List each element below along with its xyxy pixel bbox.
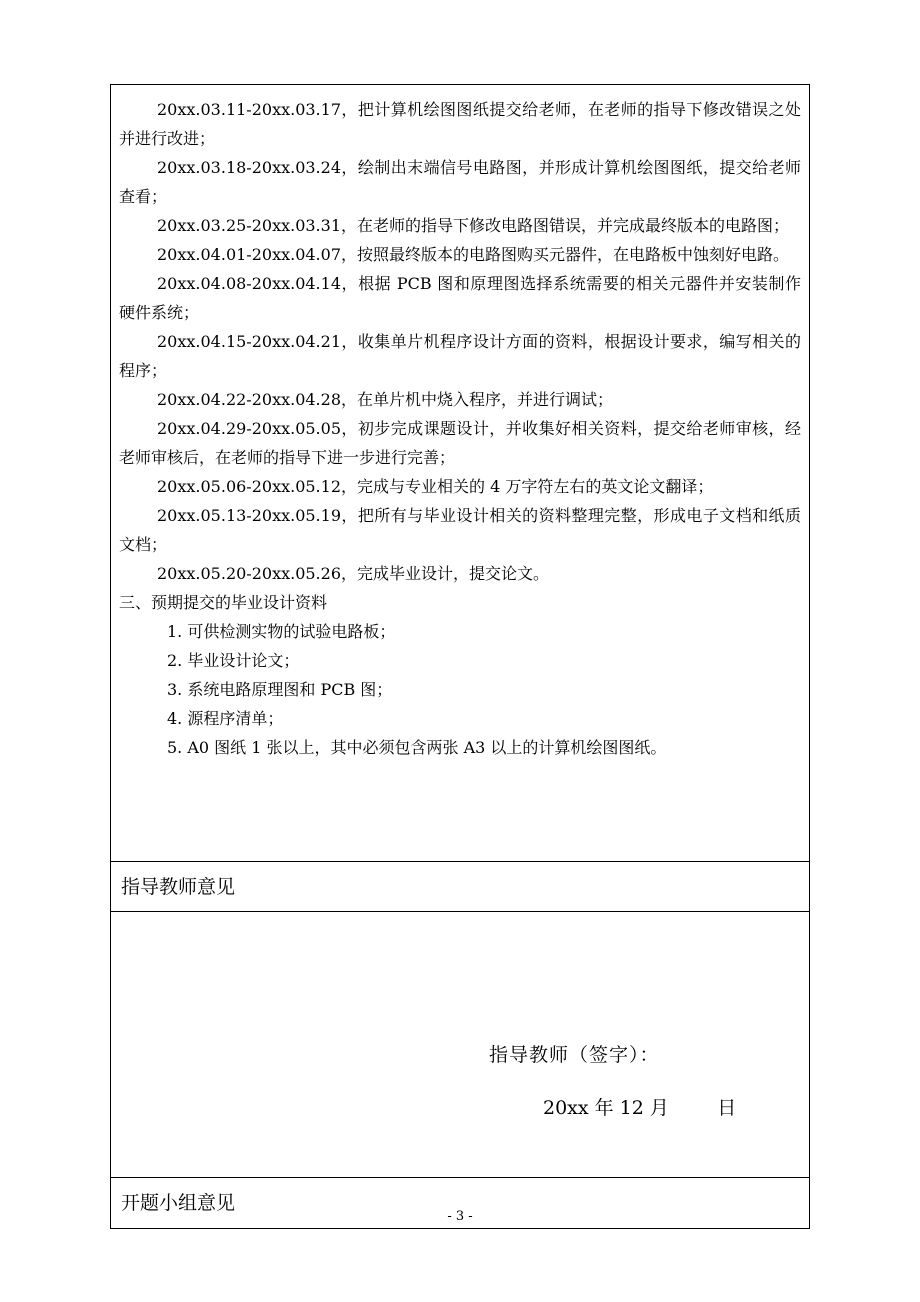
- schedule-item: 20xx.05.13-20xx.05.19，把所有与毕业设计相关的资料整理完整，形成电子文档和纸质文档；: [119, 506, 801, 554]
- page-number: - 3 -: [447, 1209, 473, 1224]
- schedule-item: 20xx.04.15-20xx.04.21，收集单片机程序设计方面的资料，根据设计要求，编写相关的程序；: [119, 332, 801, 380]
- advisor-opinion-header: 指导教师意见: [111, 862, 809, 912]
- schedule-item: 20xx.03.18-20xx.03.24，绘制出末端信号电路图，并形成计算机绘图图纸，提交给老师查看；: [119, 158, 801, 206]
- schedule-item: 20xx.03.11-20xx.03.17，把计算机绘图图纸提交给老师，在老师的指导下修改错误之处并进行改进；: [119, 100, 801, 148]
- schedule-item: 20xx.04.08-20xx.04.14，根据 PCB 图和原理图选择系统需要的相关元器件并安装制作硬件系统；: [119, 274, 801, 322]
- section-heading-deliverables: 三、预期提交的毕业设计资料: [119, 593, 328, 612]
- schedule-item: 20xx.04.01-20xx.04.07，按照最终版本的电路图购买元器件，在电路板中蚀刻好电路。: [157, 245, 790, 264]
- deliverable-item: 1. 可供检测实物的试验电路板；: [167, 622, 396, 641]
- deliverable-item: 2. 毕业设计论文；: [167, 651, 300, 670]
- schedule-item: 20xx.05.20-20xx.05.26，完成毕业设计，提交论文。: [157, 564, 550, 583]
- plan-content-cell: [111, 85, 809, 862]
- advisor-opinion-body[interactable]: [111, 912, 809, 1178]
- deliverable-item: 3. 系统电路原理图和 PCB 图；: [167, 680, 393, 699]
- advisor-signature-label: 指导教师（签字）：: [489, 1044, 660, 1066]
- schedule-item: 20xx.03.25-20xx.03.31，在老师的指导下修改电路图错误，并完成最终版本的电路图；: [157, 216, 790, 235]
- deliverable-item: 5. A0 图纸 1 张以上，其中必须包含两张 A3 以上的计算机绘图图纸。: [167, 738, 667, 757]
- form-table: [110, 84, 810, 1229]
- deliverable-item: 4. 源程序清单；: [167, 709, 284, 728]
- schedule-item: 20xx.04.22-20xx.04.28，在单片机中烧入程序，并进行调试；: [157, 390, 614, 409]
- advisor-date: 20xx 年 12 月 日: [543, 1097, 737, 1119]
- group-opinion-header: 开题小组意见: [121, 1192, 236, 1214]
- schedule-item: 20xx.04.29-20xx.05.05，初步完成课题设计，并收集好相关资料，提交给老师审核，经老师审核后，在老师的指导下进一步进行完善；: [119, 419, 801, 467]
- schedule-item: 20xx.05.06-20xx.05.12，完成与专业相关的 4 万字符左右的英文论文翻译；: [157, 477, 714, 496]
